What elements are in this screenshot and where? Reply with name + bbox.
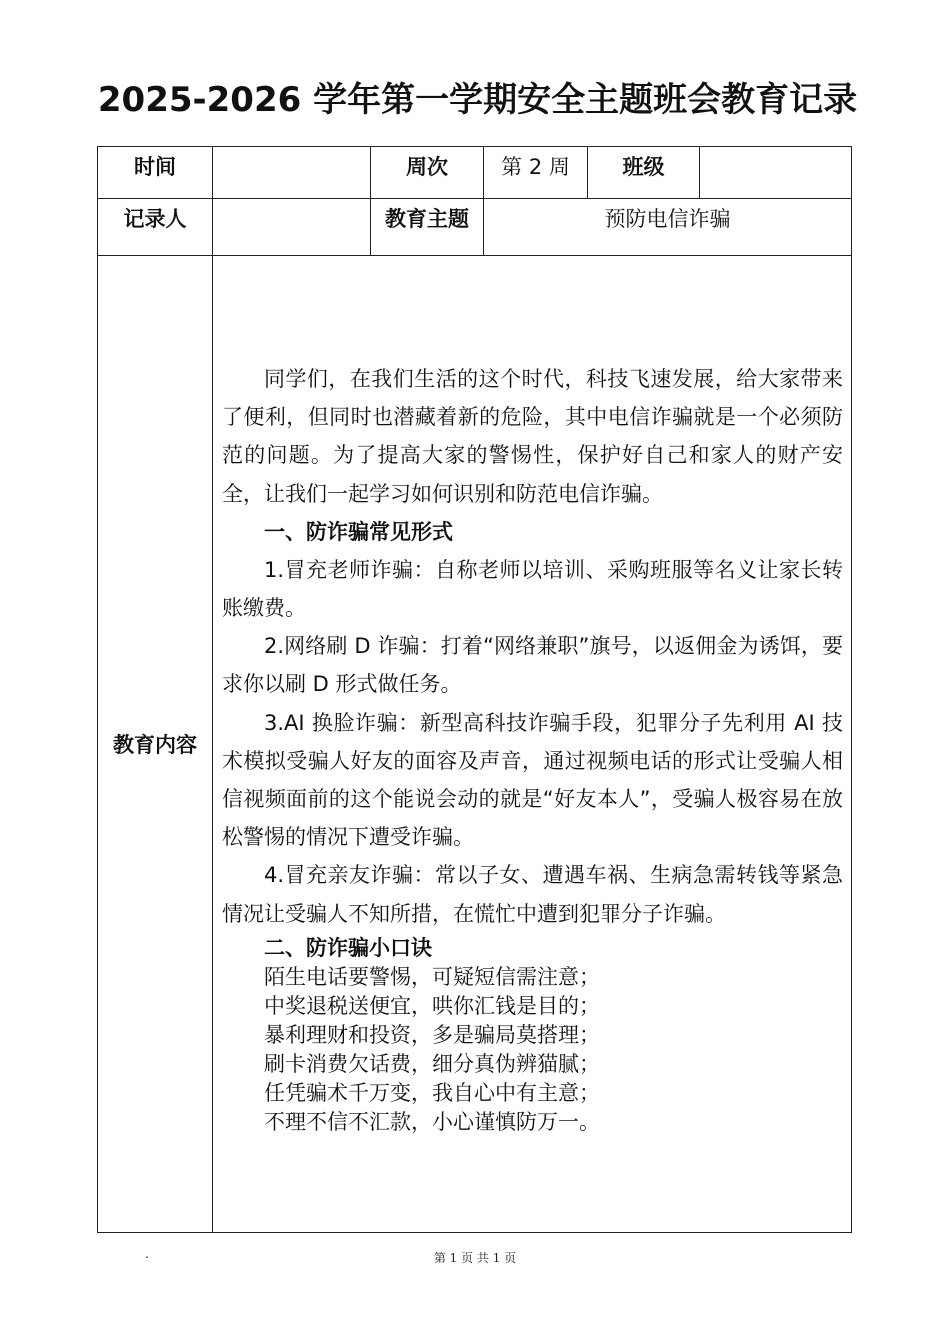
week-value: 第 2 周 xyxy=(484,147,588,199)
fraud-item: 3.AI 换脸诈骗：新型高科技诈骗手段，犯罪分子先利用 AI 技术模拟受骗人好友的面容及声音，通过视频电话的形式让受骗人相信视频面前的这个能说会动的就是“好友本人”，受骗人极容易在放松警惕的情况下遭受诈骗。 xyxy=(222,710,843,850)
time-label: 时间 xyxy=(98,147,213,199)
fraud-item: 4.冒充亲友诈骗：常以子女、遭遇车祸、生病急需转钱等紧急情况让受骗人不知所措，在慌忙中遭到犯罪分子诈骗。 xyxy=(222,863,843,926)
section2-heading: 二、防诈骗小口诀 xyxy=(264,935,432,960)
verse-line: 不理不信不汇款，小心谨慎防万一。 xyxy=(264,1109,600,1134)
fraud-item: 1.冒充老师诈骗：自称老师以培训、采购班服等名义让家长转账缴费。 xyxy=(222,557,843,621)
topic-value: 预防电信诈骗 xyxy=(484,199,852,256)
verse-line: 暴利理财和投资，多是骗局莫搭理； xyxy=(264,1022,600,1047)
footer-dot: . xyxy=(145,1247,149,1261)
document-title: 2025-2026 学年第一学期安全主题班会教育记录 xyxy=(97,80,858,120)
header-row-recorder xyxy=(98,199,852,256)
recorder-value xyxy=(213,199,371,256)
header-row-time xyxy=(98,147,852,199)
recorder-label: 记录人 xyxy=(98,199,213,256)
content-row xyxy=(98,256,852,1233)
week-label: 周次 xyxy=(371,147,484,199)
page-footer: 第 1 页 共 1 页 xyxy=(433,1251,517,1265)
time-value xyxy=(213,147,371,199)
fraud-item: 2.网络刷 D 诈骗：打着“网络兼职”旗号，以返佣金为诱饵，要求你以刷 D 形式做任务。 xyxy=(222,634,843,697)
content-cell xyxy=(213,256,852,1233)
section1-heading: 一、防诈骗常见形式 xyxy=(264,519,453,544)
verse-line: 刷卡消费欠话费，细分真伪辨猫腻； xyxy=(264,1051,600,1076)
verse-line: 任凭骗术千万变，我自心中有主意； xyxy=(264,1080,600,1105)
content-label: 教育内容 xyxy=(98,256,213,1233)
topic-label: 教育主题 xyxy=(371,199,484,256)
record-table xyxy=(97,146,852,1233)
verse-line: 陌生电话要警惕，可疑短信需注意； xyxy=(264,964,600,989)
class-label: 班级 xyxy=(588,147,700,199)
verse-line: 中奖退税送便宜，哄你汇钱是目的； xyxy=(264,993,600,1018)
intro-paragraph: 同学们，在我们生活的这个时代，科技飞速发展，给大家带来了便利，但同时也潜藏着新的危险，其中电信诈骗就是一个必须防范的问题。为了提高大家的警惕性，保护好自己和家人的财产安全，让我们一起学习如何识别和防范电信诈骗。 xyxy=(222,367,843,506)
class-value xyxy=(700,147,852,199)
